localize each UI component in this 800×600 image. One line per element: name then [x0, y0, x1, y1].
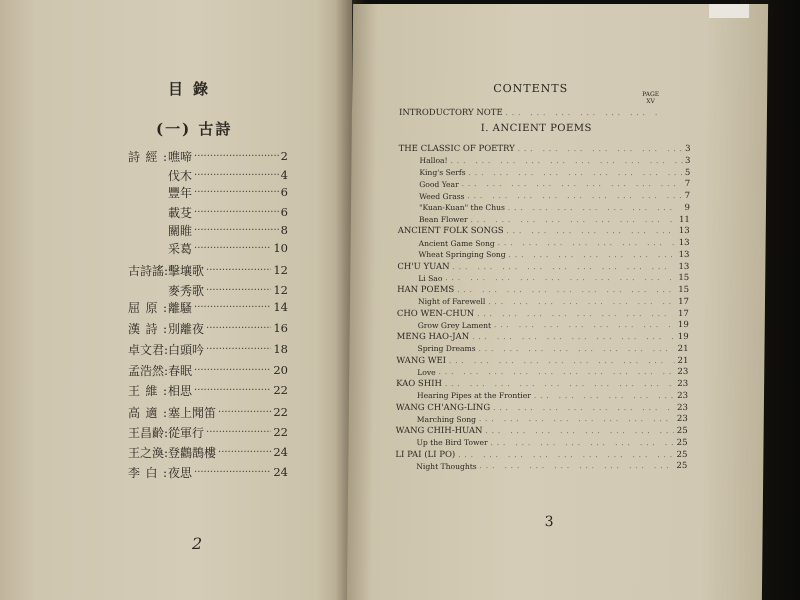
leader-dots: [218, 407, 271, 418]
toc-page-number: 22: [273, 405, 288, 419]
toc-poem-title: 伐木: [168, 168, 193, 183]
toc-entry-poem: [417, 413, 688, 425]
leader-dots: [206, 285, 271, 296]
section-heading-zh: (一) 古詩: [156, 120, 233, 138]
toc-poem-title: 相思: [168, 383, 193, 398]
section-heading: I. ANCIENT POEMS: [480, 123, 592, 134]
toc-poem-title: 關睢: [168, 223, 193, 238]
toc-entry-text: Night of Farewell: [417, 297, 486, 307]
contents-heading: CONTENTS: [493, 82, 569, 95]
toc-poem-title: 春眠: [168, 363, 193, 378]
toc-author: 屈原:: [128, 300, 167, 315]
leader-dots: [206, 265, 271, 276]
toc-page-number: 22: [273, 383, 288, 397]
toc-entry-zh: [128, 282, 288, 298]
toc-page-number: 8: [280, 223, 288, 237]
toc-entry-zh: [128, 341, 288, 357]
toc-poem-title: 白頭吟: [168, 342, 205, 357]
leader-dots: [194, 385, 271, 396]
toc-entry-text: INTRODUCTORY NOTE: [398, 107, 503, 118]
toc-entry-page: 13: [678, 261, 690, 272]
toc-entry-page: 25: [676, 426, 688, 436]
toc-entry-page: 9: [684, 202, 691, 213]
toc-entry-page: 23: [677, 390, 689, 401]
toc-author: 李白:: [128, 465, 167, 480]
leader-dots: [194, 187, 279, 198]
toc-entry-poem: [417, 343, 688, 355]
toc-entry-page: 21: [677, 355, 689, 366]
toc-page-number: 12: [273, 283, 288, 297]
toc-poem-title: 噍啼: [168, 149, 193, 164]
toc-entry-zh: [128, 362, 288, 378]
toc-entry-text: Bean Flower: [418, 215, 468, 224]
toc-page-number: 14: [273, 300, 288, 314]
leader-dots: [439, 368, 675, 376]
leader-dots: [194, 170, 279, 181]
left-page: [0, 0, 352, 600]
toc-entry-poem: [418, 249, 689, 261]
toc-entry-text: Halloa!: [419, 156, 448, 166]
toc-author: 王之渙:: [128, 445, 169, 460]
toc-entry-poem: [419, 167, 690, 179]
toc-entry-page: 25: [676, 437, 688, 448]
toc-page-number: 16: [273, 321, 288, 335]
toc-author: 詩經:: [128, 149, 167, 164]
leader-dots: [472, 333, 675, 341]
toc-entry-page: 7: [684, 191, 691, 201]
toc-entry-text: WANG CH'ANG-LING: [395, 402, 491, 413]
toc-entry-text: "Kuan-Kuan" the Chus: [418, 203, 505, 213]
toc-entry-author: [396, 402, 688, 414]
leader-dots: [445, 274, 675, 282]
toc-entry-text: HAN POEMS: [397, 285, 455, 295]
leader-dots: [194, 207, 279, 218]
paper-corner: [709, 4, 749, 18]
toc-page-number: 20: [273, 363, 288, 377]
toc-poem-title: 登鸛鵲樓: [168, 445, 217, 460]
toc-entry-poem: [417, 390, 688, 402]
page-column-heading: [642, 91, 659, 105]
leader-dots: [218, 447, 271, 458]
leader-dots: [506, 109, 658, 117]
leader-dots: [453, 263, 676, 271]
toc-entry-author: [396, 355, 688, 367]
toc-entry-text: CHO WEN-CHUN: [396, 308, 475, 319]
toc-entry-text: Li Sao: [418, 273, 443, 283]
leader-dots: [491, 439, 674, 447]
toc-entry-page: 11: [678, 214, 690, 225]
toc-entry-zh: [128, 320, 288, 336]
toc-entry-text: CH'U YUAN: [397, 261, 450, 272]
toc-page-number: 24: [273, 445, 288, 459]
toc-poem-title: 采葛: [168, 241, 193, 256]
toc-entry-zh: [128, 167, 288, 183]
toc-entry-page: 19: [677, 332, 689, 342]
leader-dots: [488, 298, 675, 306]
leader-dots: [194, 302, 271, 313]
toc-entry-page: 5: [684, 167, 691, 178]
toc-entry-zh: [128, 184, 288, 200]
toc-poem-title: 擊壤歌: [168, 263, 205, 278]
toc-entry-author: [397, 331, 689, 343]
toc-page-number: 22: [273, 425, 288, 439]
toc-entry-page: 25: [676, 461, 688, 472]
leader-dots: [458, 451, 673, 459]
page-column-label: PAGE: [642, 91, 660, 98]
toc-entry-text: Weed Grass: [419, 191, 465, 201]
leader-dots: [194, 467, 271, 478]
toc-author: 漢詩:: [128, 321, 167, 336]
toc-entry-author: [395, 449, 687, 461]
leader-dots: [509, 251, 676, 259]
leader-dots: [471, 216, 676, 224]
leader-dots: [498, 239, 676, 247]
toc-author: 王維:: [128, 383, 167, 398]
toc-author: 高適:: [128, 405, 167, 420]
toc-entry-text: Night Thoughts: [416, 461, 477, 471]
toc-poem-title: 從軍行: [168, 425, 205, 440]
toc-page-number: 6: [280, 185, 288, 199]
toc-poem-title: 離騷: [168, 300, 193, 315]
leader-dots: [206, 344, 271, 355]
toc-entry-poem: [419, 178, 690, 190]
leader-dots: [462, 180, 682, 188]
toc-entry-text: LI PAI (LI PO): [395, 449, 456, 460]
toc-entry-page: 23: [677, 367, 689, 378]
toc-entry-page: 19: [677, 320, 689, 331]
leader-dots: [449, 357, 675, 365]
toc-author: 卓文君:: [128, 342, 169, 357]
leader-dots: [445, 380, 674, 388]
toc-page-number: 10: [273, 241, 288, 255]
leader-dots: [206, 427, 271, 438]
toc-entry-page: 23: [677, 402, 688, 413]
toc-entry-poem: [419, 237, 690, 249]
toc-entry-zh: [128, 299, 288, 315]
toc-entry-page: 21: [677, 343, 689, 354]
toc-entry-author: [397, 308, 689, 320]
toc-entry-page: 15: [678, 285, 690, 295]
leader-dots: [518, 145, 682, 153]
toc-entry-page: 17: [677, 308, 689, 319]
toc-page-number: 18: [273, 342, 288, 356]
toc-entry-zh: [128, 444, 288, 460]
toc-poem-title: 別離夜: [168, 321, 205, 336]
toc-entry-author: [398, 225, 690, 237]
leader-dots: [508, 204, 682, 212]
toc-entry-author: [397, 261, 689, 273]
toc-entry-zh: [128, 404, 288, 420]
toc-entry-zh: [128, 424, 288, 440]
toc-entry-page: 13: [678, 249, 690, 260]
toc-entry-poem: [418, 296, 689, 308]
toc-entry-zh: [128, 382, 288, 398]
toc-entry-poem: [419, 214, 690, 226]
toc-entry-page: 25: [676, 449, 688, 460]
toc-entry-page: 23: [677, 379, 689, 389]
toc-entry-text: Marching Song: [416, 414, 477, 424]
leader-dots: [469, 169, 682, 177]
toc-entry-text: WANG WEI: [396, 355, 447, 366]
toc-entry-page: 23: [676, 414, 688, 425]
leader-dots: [534, 392, 674, 400]
toc-entry-text: Up the Bird Tower: [416, 438, 488, 448]
toc-entry-zh: [128, 204, 288, 220]
toc-entry-text: Wheat Springing Song: [418, 250, 506, 260]
toc-page-number: 2: [280, 149, 288, 163]
toc-entry-text: Spring Dreams: [417, 344, 476, 354]
toc-entry-page: 13: [678, 238, 690, 248]
toc-entry-page: 3: [685, 144, 691, 154]
toc-entry-text: ANCIENT FOLK SONGS: [397, 226, 504, 237]
toc-poem-title: 夜思: [168, 465, 193, 480]
toc-entry-author: [396, 378, 688, 390]
leader-dots: [507, 227, 676, 235]
toc-entry-page: 17: [678, 296, 690, 307]
leader-dots: [493, 404, 674, 412]
toc-entry-zh: [128, 262, 288, 278]
leader-dots: [479, 415, 674, 423]
toc-entry-page: 13: [678, 226, 690, 237]
toc-entry-poem: [419, 190, 690, 202]
toc-page-number: 6: [280, 205, 288, 219]
toc-page-number: 24: [273, 465, 288, 479]
toc-author: 古詩謠:: [128, 263, 169, 278]
leader-dots: [485, 427, 673, 435]
leader-dots: [451, 157, 682, 165]
toc-entry-zh: [128, 148, 288, 164]
leader-dots: [194, 225, 279, 236]
toc-entry-zh: [128, 240, 288, 256]
toc-poem-title: 豐年: [168, 185, 193, 200]
toc-entry-page: 15: [678, 273, 690, 284]
leader-dots: [477, 310, 675, 318]
toc-entry-text: Good Year: [419, 179, 459, 189]
toc-poem-title: 載芟: [168, 205, 193, 220]
leader-dots: [194, 365, 271, 376]
leader-dots: [194, 151, 279, 162]
contents-heading-zh: 目錄: [168, 80, 219, 98]
toc-entry-author: [396, 425, 688, 437]
page-number: 2: [192, 534, 203, 553]
toc-entry-zh: [128, 222, 288, 238]
toc-entry-text: Hearing Pipes at the Frontier: [416, 391, 531, 401]
toc-entry-page: 3: [685, 155, 691, 166]
leader-dots: [480, 462, 674, 470]
toc-entry-poem: [418, 319, 689, 331]
toc-entry-poem: [418, 272, 689, 284]
toc-entry-intro: [399, 106, 661, 119]
toc-page-number: 4: [280, 168, 288, 182]
toc-entry-author: [399, 143, 691, 155]
toc-poem-title: 塞上聞笛: [168, 405, 217, 420]
toc-page-number: 12: [273, 263, 288, 277]
toc-entry-text: Ancient Game Song: [418, 238, 495, 248]
page-column-value: XV: [646, 98, 655, 105]
toc-poem-title: 麥秀歌: [168, 283, 205, 298]
toc-entry-text: King's Serfs: [419, 168, 466, 177]
toc-entry-poem: [419, 155, 690, 167]
leader-dots: [206, 323, 271, 334]
toc-entry-author: [397, 284, 689, 296]
toc-entry-text: Grow Grey Lament: [417, 320, 492, 330]
toc-entry-text: THE CLASSIC OF POETRY: [398, 144, 515, 154]
toc-entry-page: 7: [684, 179, 691, 190]
leader-dots: [457, 286, 675, 294]
toc-entry-text: WANG CHIH-HUAN: [395, 426, 483, 436]
leader-dots: [494, 321, 675, 329]
toc-author: 孟浩然:: [128, 363, 169, 378]
toc-entry-poem: [417, 366, 688, 378]
toc-entry-text: KAO SHIH: [396, 379, 443, 389]
toc-entry-text: Love: [417, 367, 436, 377]
leader-dots: [194, 243, 271, 254]
toc-entry-poem: [416, 460, 687, 472]
toc-entry-zh: [128, 464, 288, 480]
page-number: 3: [544, 514, 554, 530]
toc-entry-poem: [419, 202, 690, 214]
toc-entry-text: MENG HAO-JAN: [396, 332, 470, 342]
toc-author: 王昌齡:: [128, 425, 169, 440]
toc-entry-poem: [416, 437, 687, 449]
right-page: [347, 4, 768, 600]
leader-dots: [479, 345, 675, 353]
leader-dots: [468, 192, 682, 200]
